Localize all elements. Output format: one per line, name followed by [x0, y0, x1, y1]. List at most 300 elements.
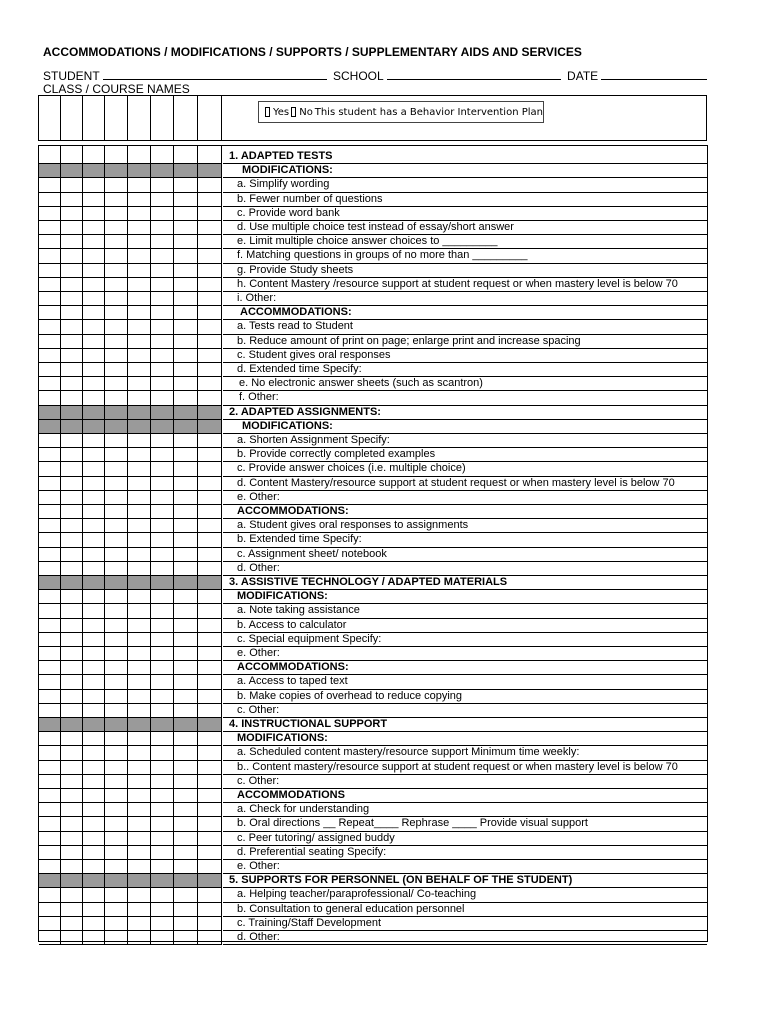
checkbox-cell[interactable]	[198, 647, 222, 661]
checkbox-cell[interactable]	[61, 207, 83, 221]
checkbox-cell[interactable]	[83, 434, 105, 448]
checkbox-cell[interactable]	[198, 391, 222, 405]
checkbox-cell[interactable]	[105, 249, 128, 263]
checkbox-cell[interactable]	[83, 604, 105, 618]
checkbox-cell[interactable]	[83, 590, 105, 604]
checkbox-cell[interactable]	[128, 576, 151, 590]
checkbox-cell[interactable]	[198, 249, 222, 263]
checkbox-cell[interactable]	[128, 846, 151, 860]
checkbox-cell[interactable]	[61, 519, 83, 533]
checkbox-cell[interactable]	[61, 931, 83, 945]
checkbox-cell[interactable]	[198, 704, 222, 718]
checkbox-cell[interactable]	[39, 903, 61, 917]
checkbox-cell[interactable]	[61, 462, 83, 476]
checkbox-cell[interactable]	[83, 846, 105, 860]
checkbox-cell[interactable]	[198, 150, 222, 164]
checkbox-cell[interactable]	[83, 775, 105, 789]
checkbox-cell[interactable]	[105, 661, 128, 675]
checkbox-cell[interactable]	[83, 789, 105, 803]
checkbox-cell[interactable]	[83, 164, 105, 178]
checkbox-cell[interactable]	[128, 292, 151, 306]
checkbox-cell[interactable]	[128, 178, 151, 192]
checkbox-cell[interactable]	[39, 647, 61, 661]
checkbox-cell[interactable]	[83, 292, 105, 306]
checkbox-cell[interactable]	[83, 704, 105, 718]
checkbox-cell[interactable]	[39, 292, 61, 306]
student-name-field[interactable]	[103, 68, 327, 80]
checkbox-cell[interactable]	[128, 832, 151, 846]
checkbox-cell[interactable]	[61, 164, 83, 178]
checkbox-cell[interactable]	[61, 349, 83, 363]
checkbox-cell[interactable]	[105, 718, 128, 732]
checkbox-cell[interactable]	[105, 221, 128, 235]
checkbox-cell[interactable]	[174, 391, 198, 405]
checkbox-cell[interactable]	[151, 562, 174, 576]
checkbox-cell[interactable]	[151, 477, 174, 491]
checkbox-cell[interactable]	[151, 576, 174, 590]
checkbox-cell[interactable]	[105, 306, 128, 320]
checkbox-cell[interactable]	[151, 633, 174, 647]
checkbox-cell[interactable]	[105, 576, 128, 590]
checkbox-cell[interactable]	[39, 391, 61, 405]
checkbox-cell[interactable]	[151, 150, 174, 164]
checkbox-cell[interactable]	[198, 292, 222, 306]
checkbox-cell[interactable]	[105, 150, 128, 164]
checkbox-cell[interactable]	[128, 406, 151, 420]
checkbox-cell[interactable]	[151, 761, 174, 775]
checkbox-cell[interactable]	[198, 306, 222, 320]
checkbox-cell[interactable]	[151, 775, 174, 789]
no-checkbox[interactable]	[291, 107, 296, 117]
checkbox-cell[interactable]	[128, 718, 151, 732]
checkbox-cell[interactable]	[61, 562, 83, 576]
checkbox-cell[interactable]	[128, 647, 151, 661]
checkbox-cell[interactable]	[128, 349, 151, 363]
checkbox-cell[interactable]	[174, 832, 198, 846]
checkbox-cell[interactable]	[61, 761, 83, 775]
checkbox-cell[interactable]	[39, 462, 61, 476]
checkbox-cell[interactable]	[128, 448, 151, 462]
checkbox-cell[interactable]	[151, 164, 174, 178]
checkbox-cell[interactable]	[151, 846, 174, 860]
checkbox-cell[interactable]	[174, 363, 198, 377]
checkbox-cell[interactable]	[198, 377, 222, 391]
checkbox-cell[interactable]	[61, 633, 83, 647]
checkbox-cell[interactable]	[61, 704, 83, 718]
checkbox-cell[interactable]	[151, 917, 174, 931]
checkbox-cell[interactable]	[128, 462, 151, 476]
checkbox-cell[interactable]	[151, 548, 174, 562]
checkbox-cell[interactable]	[151, 704, 174, 718]
checkbox-cell[interactable]	[61, 604, 83, 618]
checkbox-cell[interactable]	[174, 647, 198, 661]
checkbox-cell[interactable]	[198, 817, 222, 831]
yes-checkbox[interactable]	[265, 107, 270, 117]
checkbox-cell[interactable]	[105, 675, 128, 689]
checkbox-cell[interactable]	[174, 931, 198, 945]
checkbox-cell[interactable]	[39, 888, 61, 902]
checkbox-cell[interactable]	[174, 320, 198, 334]
checkbox-cell[interactable]	[128, 917, 151, 931]
checkbox-cell[interactable]	[61, 746, 83, 760]
checkbox-cell[interactable]	[128, 434, 151, 448]
checkbox-cell[interactable]	[174, 377, 198, 391]
checkbox-cell[interactable]	[61, 278, 83, 292]
checkbox-cell[interactable]	[198, 803, 222, 817]
checkbox-cell[interactable]	[61, 434, 83, 448]
checkbox-cell[interactable]	[61, 817, 83, 831]
checkbox-cell[interactable]	[174, 519, 198, 533]
checkbox-cell[interactable]	[174, 562, 198, 576]
checkbox-cell[interactable]	[83, 235, 105, 249]
checkbox-cell[interactable]	[151, 306, 174, 320]
checkbox-cell[interactable]	[61, 675, 83, 689]
checkbox-cell[interactable]	[174, 761, 198, 775]
checkbox-cell[interactable]	[151, 661, 174, 675]
checkbox-cell[interactable]	[105, 846, 128, 860]
checkbox-cell[interactable]	[128, 207, 151, 221]
checkbox-cell[interactable]	[83, 903, 105, 917]
checkbox-cell[interactable]	[198, 491, 222, 505]
checkbox-cell[interactable]	[39, 746, 61, 760]
checkbox-cell[interactable]	[151, 505, 174, 519]
checkbox-cell[interactable]	[39, 832, 61, 846]
checkbox-cell[interactable]	[39, 704, 61, 718]
checkbox-cell[interactable]	[105, 832, 128, 846]
checkbox-cell[interactable]	[39, 377, 61, 391]
checkbox-cell[interactable]	[61, 548, 83, 562]
checkbox-cell[interactable]	[198, 533, 222, 547]
checkbox-cell[interactable]	[105, 491, 128, 505]
checkbox-cell[interactable]	[174, 335, 198, 349]
checkbox-cell[interactable]	[83, 335, 105, 349]
checkbox-cell[interactable]	[198, 917, 222, 931]
checkbox-cell[interactable]	[83, 832, 105, 846]
checkbox-cell[interactable]	[39, 505, 61, 519]
checkbox-cell[interactable]	[198, 406, 222, 420]
checkbox-cell[interactable]	[198, 462, 222, 476]
checkbox-cell[interactable]	[128, 221, 151, 235]
checkbox-cell[interactable]	[105, 888, 128, 902]
checkbox-cell[interactable]	[83, 675, 105, 689]
checkbox-cell[interactable]	[128, 477, 151, 491]
checkbox-cell[interactable]	[83, 761, 105, 775]
checkbox-cell[interactable]	[151, 391, 174, 405]
checkbox-cell[interactable]	[174, 164, 198, 178]
checkbox-cell[interactable]	[198, 178, 222, 192]
checkbox-cell[interactable]	[39, 931, 61, 945]
checkbox-cell[interactable]	[174, 590, 198, 604]
checkbox-cell[interactable]	[151, 604, 174, 618]
checkbox-cell[interactable]	[61, 292, 83, 306]
checkbox-cell[interactable]	[128, 732, 151, 746]
checkbox-cell[interactable]	[198, 690, 222, 704]
checkbox-cell[interactable]	[151, 221, 174, 235]
checkbox-cell[interactable]	[39, 420, 61, 434]
checkbox-cell[interactable]	[151, 235, 174, 249]
checkbox-cell[interactable]	[61, 491, 83, 505]
checkbox-cell[interactable]	[151, 832, 174, 846]
checkbox-cell[interactable]	[174, 491, 198, 505]
checkbox-cell[interactable]	[174, 420, 198, 434]
checkbox-cell[interactable]	[174, 249, 198, 263]
checkbox-cell[interactable]	[128, 931, 151, 945]
checkbox-cell[interactable]	[198, 675, 222, 689]
checkbox-cell[interactable]	[198, 789, 222, 803]
checkbox-cell[interactable]	[83, 178, 105, 192]
checkbox-cell[interactable]	[174, 619, 198, 633]
checkbox-cell[interactable]	[151, 420, 174, 434]
checkbox-cell[interactable]	[105, 178, 128, 192]
course-column-header[interactable]	[105, 96, 128, 140]
checkbox-cell[interactable]	[128, 817, 151, 831]
checkbox-cell[interactable]	[39, 278, 61, 292]
checkbox-cell[interactable]	[128, 661, 151, 675]
checkbox-cell[interactable]	[174, 675, 198, 689]
checkbox-cell[interactable]	[128, 803, 151, 817]
checkbox-cell[interactable]	[174, 434, 198, 448]
checkbox-cell[interactable]	[39, 846, 61, 860]
checkbox-cell[interactable]	[128, 193, 151, 207]
checkbox-cell[interactable]	[83, 817, 105, 831]
checkbox-cell[interactable]	[61, 590, 83, 604]
checkbox-cell[interactable]	[39, 491, 61, 505]
checkbox-cell[interactable]	[83, 718, 105, 732]
checkbox-cell[interactable]	[198, 576, 222, 590]
checkbox-cell[interactable]	[105, 619, 128, 633]
checkbox-cell[interactable]	[39, 406, 61, 420]
checkbox-cell[interactable]	[105, 548, 128, 562]
checkbox-cell[interactable]	[198, 732, 222, 746]
checkbox-cell[interactable]	[174, 278, 198, 292]
checkbox-cell[interactable]	[83, 746, 105, 760]
checkbox-cell[interactable]	[61, 775, 83, 789]
checkbox-cell[interactable]	[105, 604, 128, 618]
checkbox-cell[interactable]	[105, 803, 128, 817]
checkbox-cell[interactable]	[39, 207, 61, 221]
checkbox-cell[interactable]	[105, 704, 128, 718]
checkbox-cell[interactable]	[174, 292, 198, 306]
checkbox-cell[interactable]	[105, 434, 128, 448]
checkbox-cell[interactable]	[83, 278, 105, 292]
checkbox-cell[interactable]	[39, 874, 61, 888]
date-field[interactable]	[601, 68, 707, 80]
checkbox-cell[interactable]	[198, 519, 222, 533]
checkbox-cell[interactable]	[151, 888, 174, 902]
checkbox-cell[interactable]	[61, 690, 83, 704]
checkbox-cell[interactable]	[61, 832, 83, 846]
checkbox-cell[interactable]	[198, 746, 222, 760]
checkbox-cell[interactable]	[128, 391, 151, 405]
checkbox-cell[interactable]	[39, 533, 61, 547]
checkbox-cell[interactable]	[105, 633, 128, 647]
checkbox-cell[interactable]	[151, 264, 174, 278]
checkbox-cell[interactable]	[151, 931, 174, 945]
checkbox-cell[interactable]	[174, 462, 198, 476]
checkbox-cell[interactable]	[151, 320, 174, 334]
checkbox-cell[interactable]	[61, 888, 83, 902]
checkbox-cell[interactable]	[128, 420, 151, 434]
checkbox-cell[interactable]	[128, 548, 151, 562]
checkbox-cell[interactable]	[151, 207, 174, 221]
checkbox-cell[interactable]	[61, 193, 83, 207]
checkbox-cell[interactable]	[174, 817, 198, 831]
checkbox-cell[interactable]	[105, 917, 128, 931]
checkbox-cell[interactable]	[105, 235, 128, 249]
checkbox-cell[interactable]	[174, 264, 198, 278]
checkbox-cell[interactable]	[83, 661, 105, 675]
course-column-header[interactable]	[83, 96, 105, 140]
checkbox-cell[interactable]	[61, 363, 83, 377]
checkbox-cell[interactable]	[39, 590, 61, 604]
checkbox-cell[interactable]	[151, 519, 174, 533]
checkbox-cell[interactable]	[151, 448, 174, 462]
checkbox-cell[interactable]	[39, 775, 61, 789]
checkbox-cell[interactable]	[128, 377, 151, 391]
checkbox-cell[interactable]	[128, 491, 151, 505]
checkbox-cell[interactable]	[39, 519, 61, 533]
checkbox-cell[interactable]	[198, 349, 222, 363]
checkbox-cell[interactable]	[151, 590, 174, 604]
checkbox-cell[interactable]	[151, 193, 174, 207]
checkbox-cell[interactable]	[39, 264, 61, 278]
checkbox-cell[interactable]	[198, 235, 222, 249]
checkbox-cell[interactable]	[83, 533, 105, 547]
checkbox-cell[interactable]	[198, 888, 222, 902]
checkbox-cell[interactable]	[151, 278, 174, 292]
checkbox-cell[interactable]	[105, 732, 128, 746]
checkbox-cell[interactable]	[174, 150, 198, 164]
checkbox-cell[interactable]	[151, 732, 174, 746]
checkbox-cell[interactable]	[61, 477, 83, 491]
checkbox-cell[interactable]	[39, 633, 61, 647]
checkbox-cell[interactable]	[105, 519, 128, 533]
checkbox-cell[interactable]	[128, 619, 151, 633]
checkbox-cell[interactable]	[198, 718, 222, 732]
checkbox-cell[interactable]	[174, 604, 198, 618]
checkbox-cell[interactable]	[128, 888, 151, 902]
checkbox-cell[interactable]	[39, 434, 61, 448]
checkbox-cell[interactable]	[198, 874, 222, 888]
checkbox-cell[interactable]	[61, 377, 83, 391]
checkbox-cell[interactable]	[174, 803, 198, 817]
checkbox-cell[interactable]	[39, 306, 61, 320]
checkbox-cell[interactable]	[174, 746, 198, 760]
checkbox-cell[interactable]	[39, 690, 61, 704]
checkbox-cell[interactable]	[61, 874, 83, 888]
checkbox-cell[interactable]	[83, 491, 105, 505]
checkbox-cell[interactable]	[39, 604, 61, 618]
checkbox-cell[interactable]	[174, 306, 198, 320]
checkbox-cell[interactable]	[198, 363, 222, 377]
checkbox-cell[interactable]	[151, 434, 174, 448]
checkbox-cell[interactable]	[105, 817, 128, 831]
checkbox-cell[interactable]	[61, 619, 83, 633]
checkbox-cell[interactable]	[151, 619, 174, 633]
checkbox-cell[interactable]	[83, 647, 105, 661]
checkbox-cell[interactable]	[198, 448, 222, 462]
checkbox-cell[interactable]	[39, 562, 61, 576]
checkbox-cell[interactable]	[83, 519, 105, 533]
checkbox-cell[interactable]	[61, 249, 83, 263]
checkbox-cell[interactable]	[151, 675, 174, 689]
checkbox-cell[interactable]	[128, 306, 151, 320]
checkbox-cell[interactable]	[174, 874, 198, 888]
checkbox-cell[interactable]	[83, 690, 105, 704]
checkbox-cell[interactable]	[105, 320, 128, 334]
checkbox-cell[interactable]	[83, 406, 105, 420]
checkbox-cell[interactable]	[39, 661, 61, 675]
checkbox-cell[interactable]	[128, 278, 151, 292]
checkbox-cell[interactable]	[128, 150, 151, 164]
checkbox-cell[interactable]	[174, 888, 198, 902]
checkbox-cell[interactable]	[83, 732, 105, 746]
checkbox-cell[interactable]	[105, 590, 128, 604]
checkbox-cell[interactable]	[39, 548, 61, 562]
checkbox-cell[interactable]	[128, 775, 151, 789]
checkbox-cell[interactable]	[128, 604, 151, 618]
checkbox-cell[interactable]	[39, 761, 61, 775]
checkbox-cell[interactable]	[61, 903, 83, 917]
checkbox-cell[interactable]	[128, 249, 151, 263]
checkbox-cell[interactable]	[105, 761, 128, 775]
checkbox-cell[interactable]	[128, 335, 151, 349]
checkbox-cell[interactable]	[198, 562, 222, 576]
checkbox-cell[interactable]	[83, 860, 105, 874]
checkbox-cell[interactable]	[128, 505, 151, 519]
checkbox-cell[interactable]	[105, 647, 128, 661]
checkbox-cell[interactable]	[105, 264, 128, 278]
checkbox-cell[interactable]	[83, 349, 105, 363]
checkbox-cell[interactable]	[83, 420, 105, 434]
checkbox-cell[interactable]	[61, 150, 83, 164]
checkbox-cell[interactable]	[61, 917, 83, 931]
checkbox-cell[interactable]	[61, 505, 83, 519]
checkbox-cell[interactable]	[83, 633, 105, 647]
checkbox-cell[interactable]	[151, 690, 174, 704]
checkbox-cell[interactable]	[39, 235, 61, 249]
checkbox-cell[interactable]	[39, 349, 61, 363]
checkbox-cell[interactable]	[105, 292, 128, 306]
checkbox-cell[interactable]	[83, 888, 105, 902]
checkbox-cell[interactable]	[39, 732, 61, 746]
checkbox-cell[interactable]	[39, 675, 61, 689]
checkbox-cell[interactable]	[128, 562, 151, 576]
checkbox-cell[interactable]	[83, 221, 105, 235]
checkbox-cell[interactable]	[39, 619, 61, 633]
checkbox-cell[interactable]	[151, 718, 174, 732]
checkbox-cell[interactable]	[198, 619, 222, 633]
checkbox-cell[interactable]	[174, 661, 198, 675]
checkbox-cell[interactable]	[39, 178, 61, 192]
checkbox-cell[interactable]	[61, 320, 83, 334]
checkbox-cell[interactable]	[174, 846, 198, 860]
checkbox-cell[interactable]	[174, 775, 198, 789]
checkbox-cell[interactable]	[83, 874, 105, 888]
checkbox-cell[interactable]	[105, 789, 128, 803]
checkbox-cell[interactable]	[83, 377, 105, 391]
checkbox-cell[interactable]	[151, 377, 174, 391]
checkbox-cell[interactable]	[174, 193, 198, 207]
checkbox-cell[interactable]	[39, 803, 61, 817]
checkbox-cell[interactable]	[61, 661, 83, 675]
checkbox-cell[interactable]	[198, 434, 222, 448]
checkbox-cell[interactable]	[39, 477, 61, 491]
checkbox-cell[interactable]	[105, 477, 128, 491]
checkbox-cell[interactable]	[61, 647, 83, 661]
checkbox-cell[interactable]	[174, 789, 198, 803]
checkbox-cell[interactable]	[105, 164, 128, 178]
